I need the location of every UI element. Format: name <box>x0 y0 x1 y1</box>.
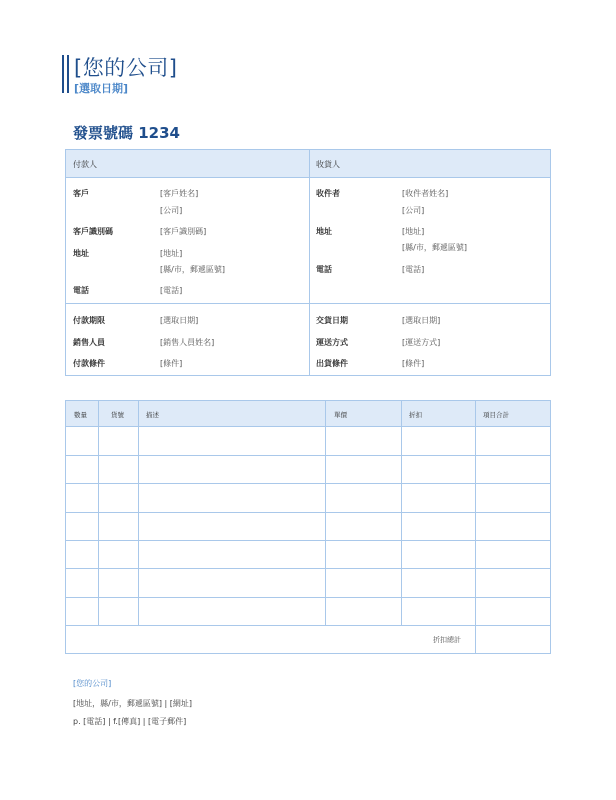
recipient-name[interactable]: [收件者姓名] <box>402 189 449 198</box>
customer-company[interactable]: [公司] <box>160 206 183 215</box>
footer-contact[interactable]: p. [電話] | f.[傳真] | [電子郵件] <box>73 717 187 726</box>
recipient-label: 收件者 <box>316 189 340 198</box>
column-divider <box>138 401 139 626</box>
company-name[interactable]: [您的公司] <box>74 56 178 80</box>
column-divider <box>401 401 402 626</box>
delivery-date-label: 交貨日期 <box>316 316 348 325</box>
salesperson[interactable]: [銷售人員姓名] <box>160 338 215 347</box>
bill-to-heading: 付款人 <box>73 160 97 169</box>
payment-terms-label: 付款條件 <box>73 359 105 368</box>
customer-id[interactable]: [客戶識別碼] <box>160 227 207 236</box>
column-divider <box>325 401 326 626</box>
footer-address[interactable]: [地址，縣/市，郵遞區號] | [網址] <box>73 699 192 708</box>
table-row-line <box>66 512 550 513</box>
bill-phone[interactable]: [電話] <box>160 286 183 295</box>
bill-address[interactable]: [地址] <box>160 249 183 258</box>
table-row-line <box>66 568 550 569</box>
ship-phone[interactable]: [電話] <box>402 265 425 274</box>
table-row-line <box>66 540 550 541</box>
divider <box>309 150 310 375</box>
invoice-title: 發票號碼 1234 <box>73 124 180 142</box>
recipient-company[interactable]: [公司] <box>402 206 425 215</box>
customer-label: 客戶 <box>73 189 89 198</box>
footer-company[interactable]: [您的公司] <box>73 679 112 688</box>
table-row-line <box>66 455 550 456</box>
table-row-line <box>66 597 550 598</box>
info-header <box>66 150 550 178</box>
bill-address-label: 地址 <box>73 249 89 258</box>
ship-address[interactable]: [地址] <box>402 227 425 236</box>
ship-address-label: 地址 <box>316 227 332 236</box>
bill-city-zip[interactable]: [縣/市，郵遞區號] <box>160 265 225 274</box>
due-date[interactable]: [選取日期] <box>160 316 199 325</box>
ship-to-heading: 收貨人 <box>316 160 340 169</box>
bill-phone-label: 電話 <box>73 286 89 295</box>
column-header-line-total: 項目合計 <box>483 411 509 419</box>
customer-id-label: 客戶識別碼 <box>73 227 113 236</box>
ship-city-zip[interactable]: [縣/市，郵遞區號] <box>402 243 467 252</box>
payment-terms[interactable]: [條件] <box>160 359 183 368</box>
header-date[interactable]: [選取日期] <box>74 82 129 95</box>
column-header-quantity: 數量 <box>74 411 87 419</box>
shipping-terms[interactable]: [條件] <box>402 359 425 368</box>
ship-phone-label: 電話 <box>316 265 332 274</box>
table-row-line <box>66 625 550 626</box>
column-header-discount: 折扣 <box>409 411 422 419</box>
salesperson-label: 銷售人員 <box>73 338 105 347</box>
delivery-date[interactable]: [選取日期] <box>402 316 441 325</box>
column-divider <box>98 401 99 626</box>
accent-bar <box>62 55 64 93</box>
customer-name[interactable]: [客戶姓名] <box>160 189 199 198</box>
table-row-line <box>66 483 550 484</box>
due-date-label: 付款期限 <box>73 316 105 325</box>
shipping-terms-label: 出貨條件 <box>316 359 348 368</box>
column-header-unit-price: 單價 <box>334 411 347 419</box>
column-divider <box>475 401 476 653</box>
shipping-method-label: 運送方式 <box>316 338 348 347</box>
column-header-item-number: 貨號 <box>111 411 124 419</box>
items-table <box>65 400 551 654</box>
column-header-description: 描述 <box>146 411 159 419</box>
divider <box>66 303 550 304</box>
accent-bar <box>67 55 69 93</box>
discount-total-label: 折扣總計 <box>433 636 461 644</box>
shipping-method[interactable]: [運送方式] <box>402 338 441 347</box>
billing-shipping-box <box>65 149 551 376</box>
header-accent-bars <box>62 55 70 93</box>
